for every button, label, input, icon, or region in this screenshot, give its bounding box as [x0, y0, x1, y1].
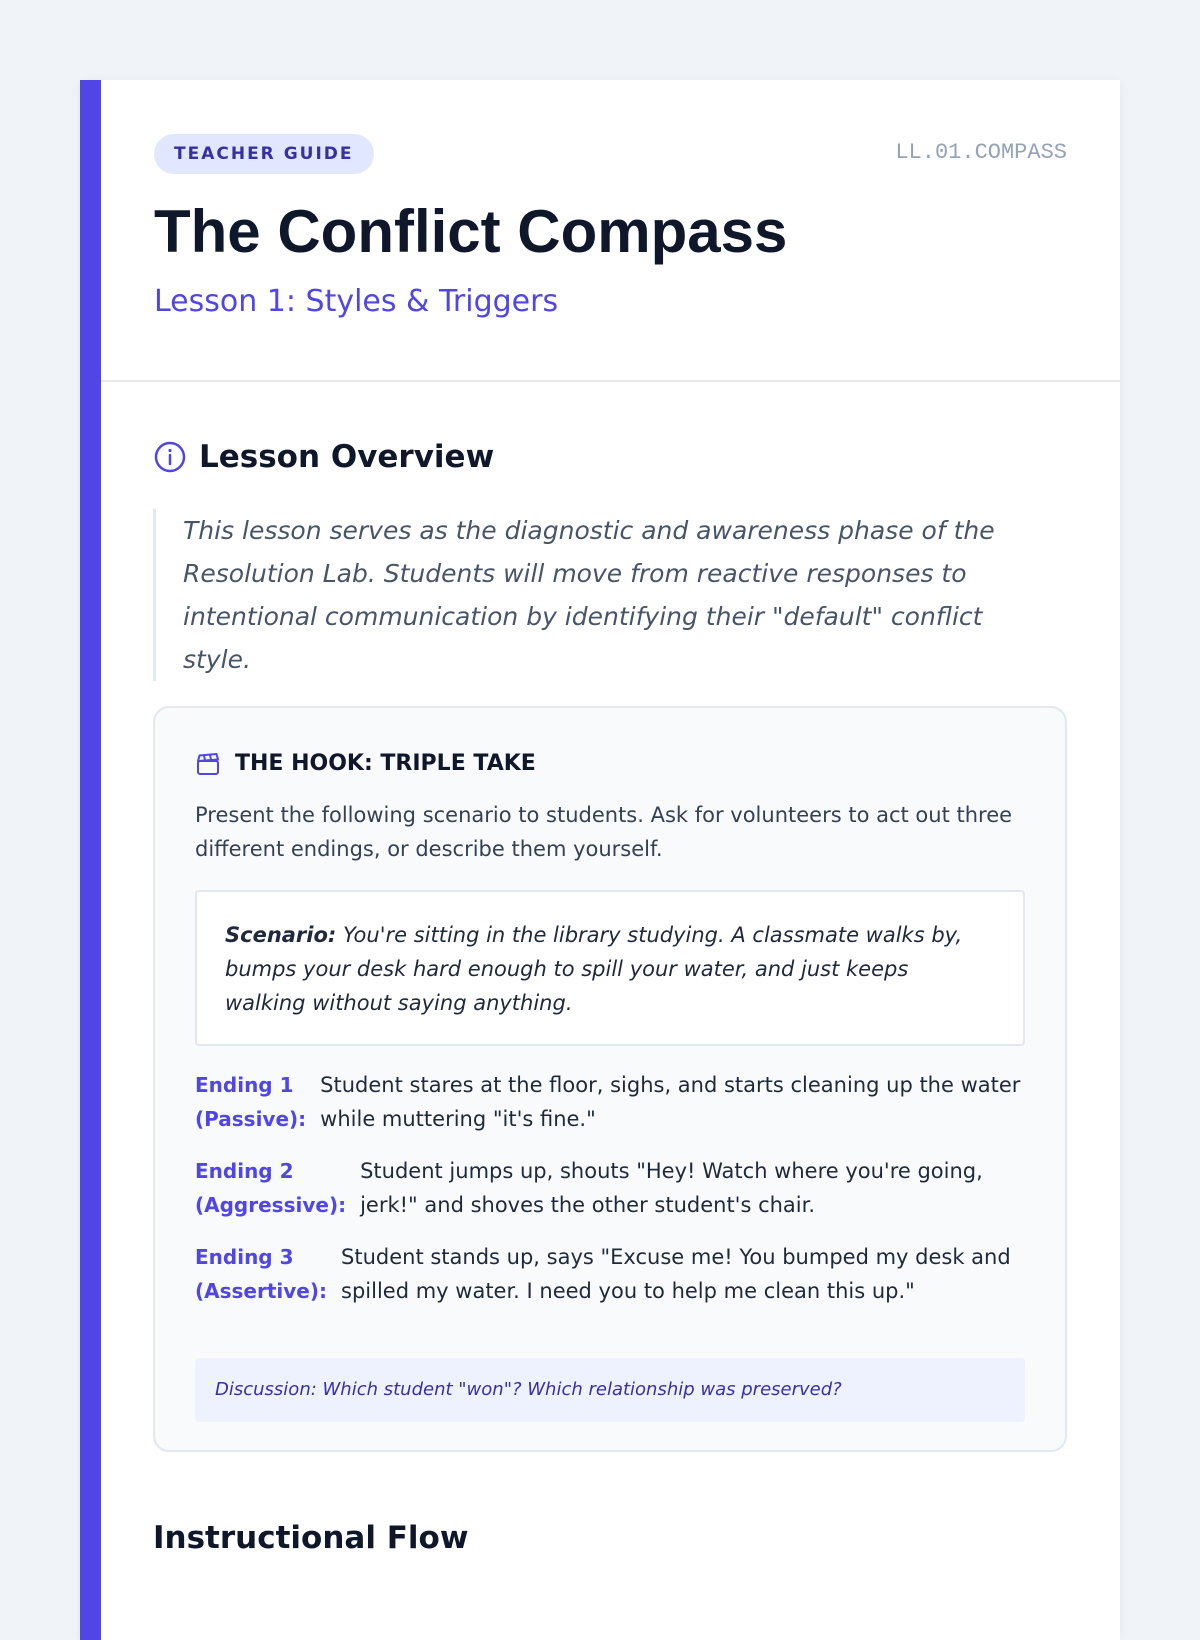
lesson-subtitle: Lesson 1: Styles & Triggers	[154, 284, 559, 319]
ending-item	[195, 1154, 1025, 1222]
hook-card	[153, 706, 1067, 1452]
ending-label-number: Ending 1	[195, 1073, 294, 1097]
accent-bar	[80, 80, 101, 1640]
ending-text: Student stares at the floor, sighs, and starts cleaning up the water while muttering "it's fine."	[320, 1073, 1021, 1131]
info-icon	[153, 440, 187, 474]
ending-label	[195, 1154, 346, 1222]
lesson-document	[80, 80, 1120, 1640]
overview-heading	[153, 437, 494, 477]
endings-list	[195, 1068, 1025, 1326]
overview-quote: This lesson serves as the diagnostic and awareness phase of the Resolution Lab. Students will move from reactive responses to intentional communication by identifying their "default" conflict style.	[153, 509, 1053, 681]
ending-label-style: (Assertive):	[195, 1279, 328, 1303]
instructional-flow-heading: Instructional Flow	[153, 1520, 469, 1556]
scenario-lead: Scenario:	[225, 923, 337, 947]
ending-text: Student jumps up, shouts "Hey! Watch where you're going, jerk!" and shoves the other student's chair.	[360, 1159, 983, 1217]
discussion-prompt: Discussion: Which student "won"? Which relationship was preserved?	[195, 1358, 1025, 1422]
ending-label-style: (Aggressive):	[195, 1193, 347, 1217]
hook-title: THE HOOK: TRIPLE TAKE	[235, 751, 536, 776]
ending-item	[195, 1240, 1025, 1308]
scenario-box	[195, 890, 1025, 1046]
document-header	[101, 80, 1120, 382]
overview-heading-label: Lesson Overview	[199, 439, 495, 475]
ending-text: Student stands up, says "Excuse me! You bumped my desk and spilled my water. I need you to help me clean this up."	[341, 1245, 1011, 1303]
scenario-text: You're sitting in the library studying. A classmate walks by, bumps your desk hard enough to spill your water, and just keeps walking without saying anything.	[225, 923, 963, 1015]
ending-label-number: Ending 3	[195, 1245, 294, 1269]
ending-label	[195, 1068, 306, 1136]
hook-instructions: Present the following scenario to students. Ask for volunteers to act out three different endings, or describe them yourself.	[195, 803, 1013, 861]
clapperboard-icon	[195, 751, 221, 777]
ending-item	[195, 1068, 1025, 1136]
ending-label-number: Ending 2	[195, 1159, 294, 1183]
hook-heading	[195, 748, 536, 780]
ending-label	[195, 1240, 327, 1308]
teacher-guide-badge: TEACHER GUIDE	[154, 134, 374, 174]
page-title: The Conflict Compass	[154, 198, 788, 265]
lesson-code: LL.01.COMPASS	[895, 140, 1067, 165]
ending-label-style: (Passive):	[195, 1107, 307, 1131]
